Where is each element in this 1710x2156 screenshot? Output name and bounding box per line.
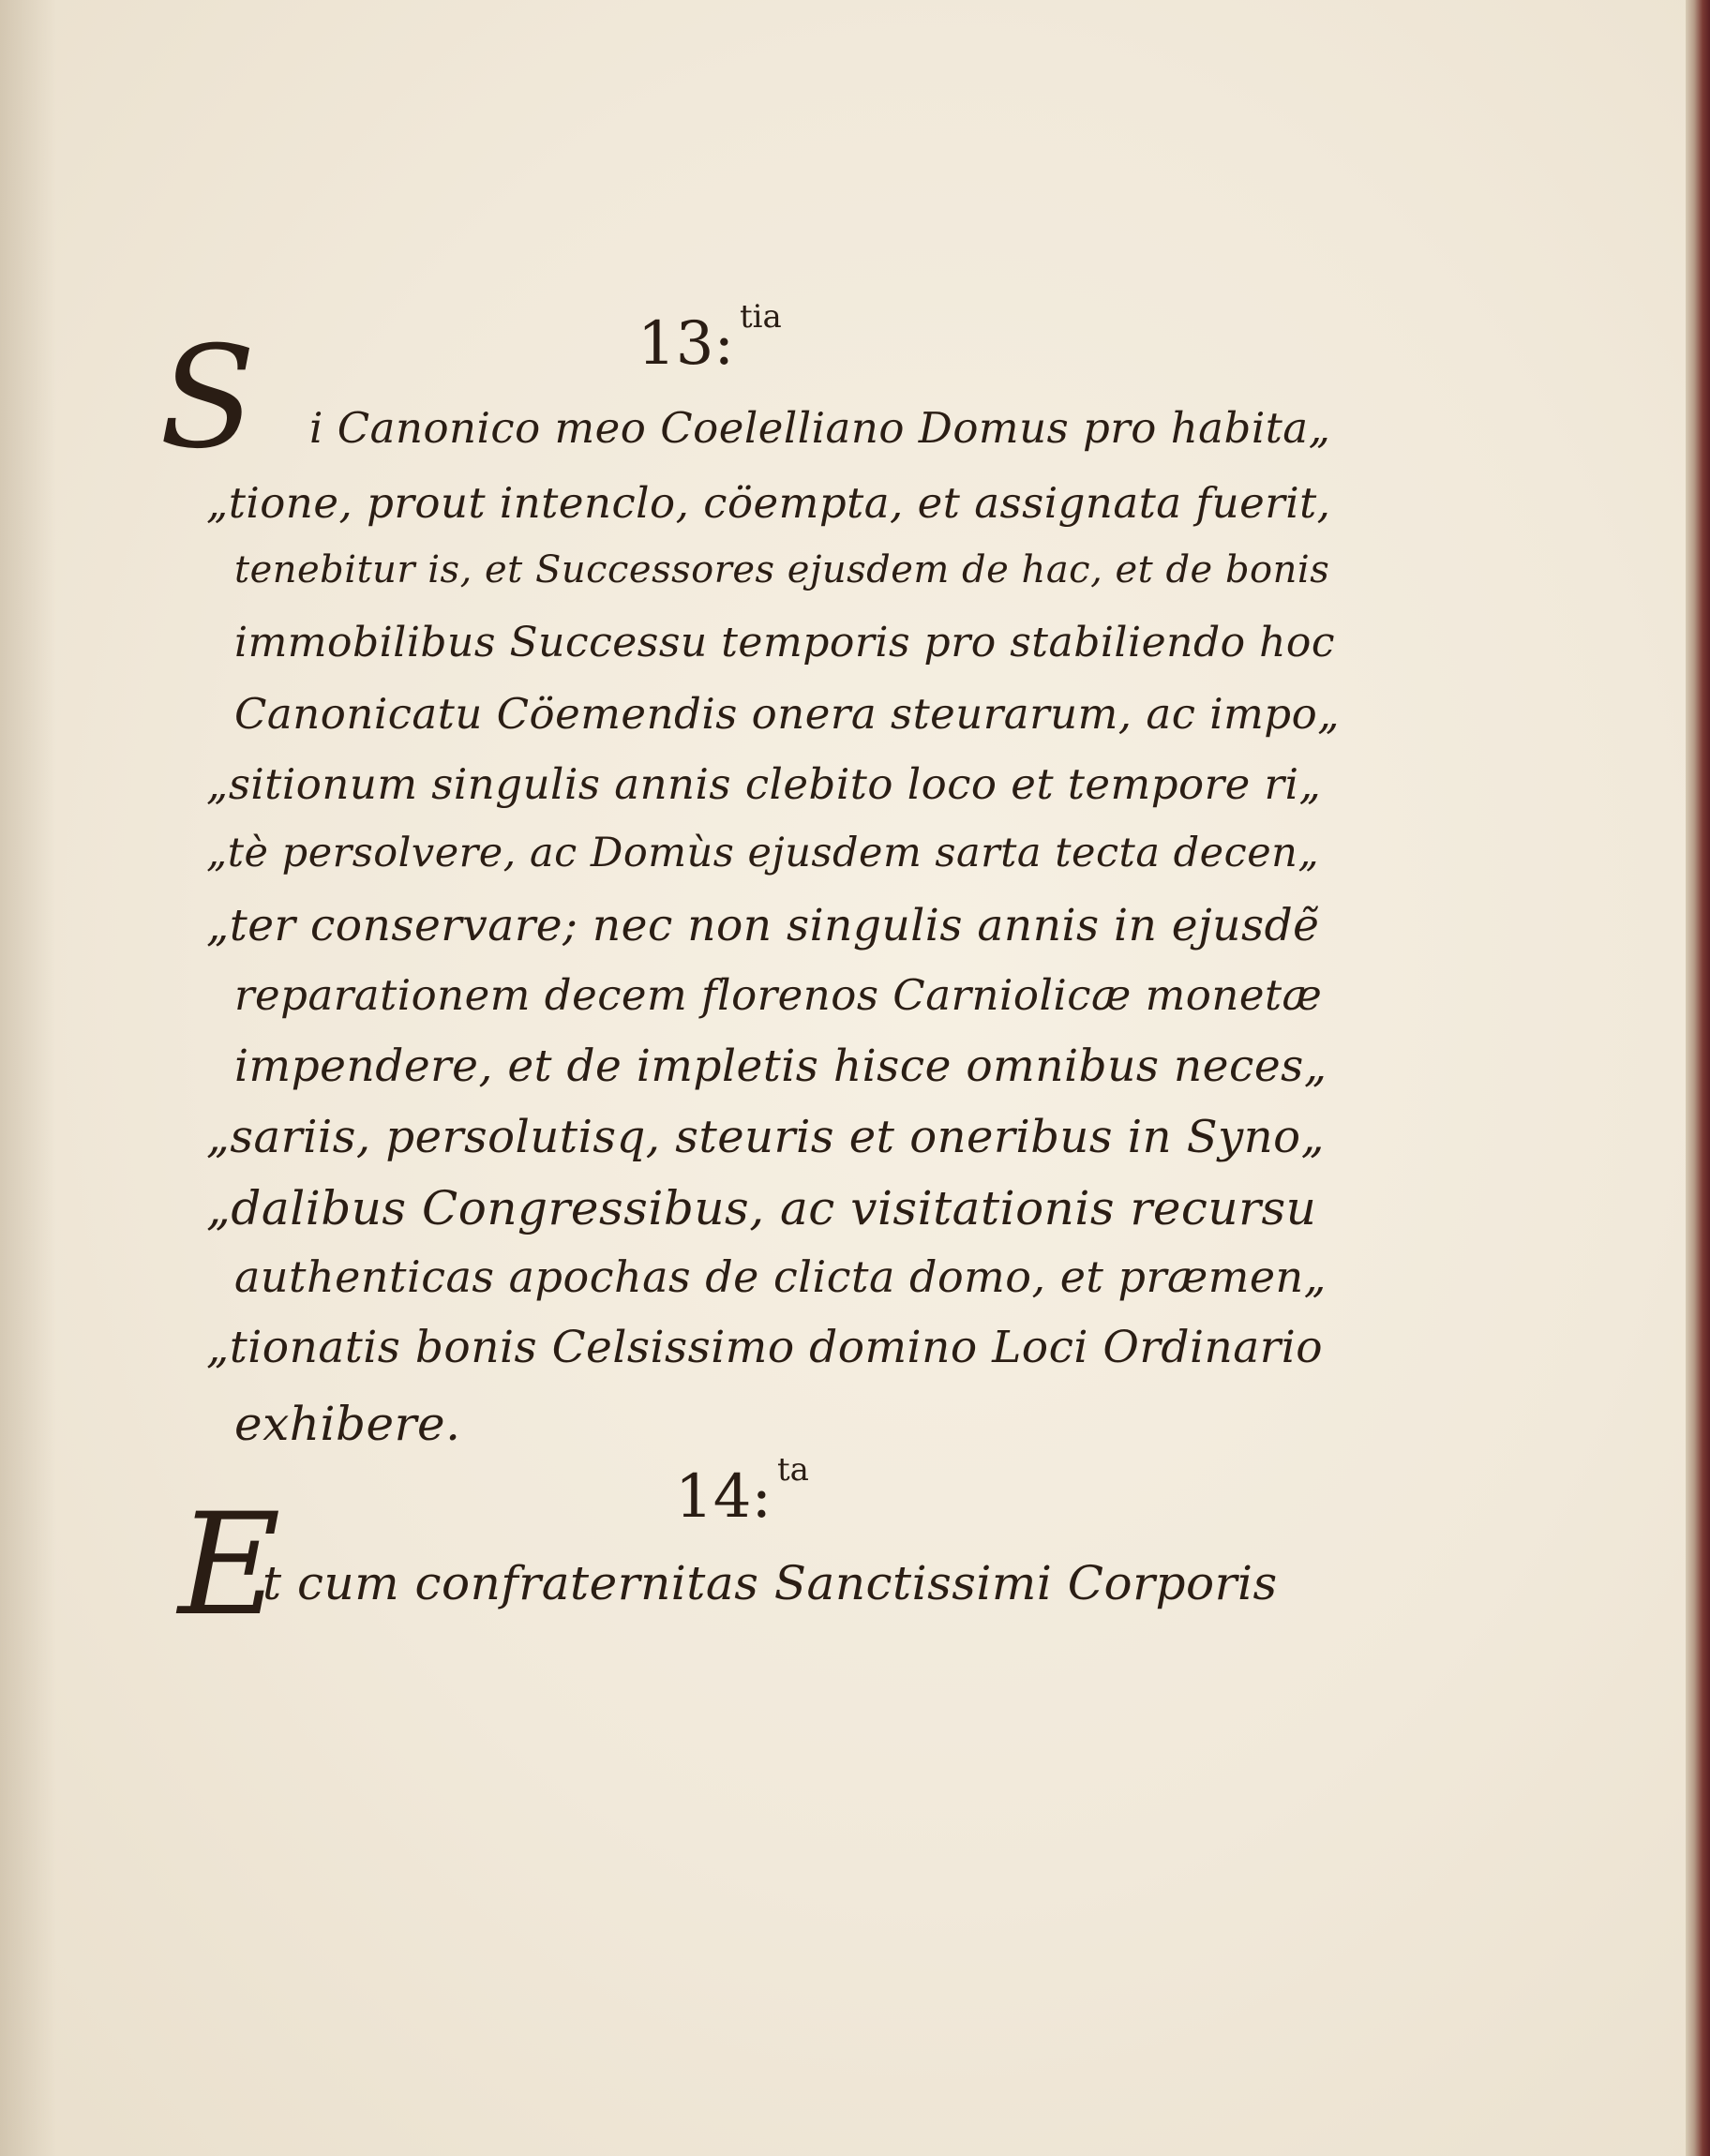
page-gutter-shadow [0,0,56,2156]
book-binding-edge [1686,0,1710,2156]
section-13-line: „sariis, persolutisq, steuris et oneribus in Syno„ [206,1111,1325,1163]
section-13-line: „tè persolvere, ac Domùs ejusdem sarta tecta decen„ [206,830,1320,876]
section-14-heading [675,1451,809,1532]
section-13-ordinal: tia [740,298,782,336]
section-13-line: immobilibus Successu temporis pro stabiliendo hoc [234,619,1336,666]
section-14-number: 14: [675,1462,772,1532]
section-13-line: reparationem decem florenos Carniolicæ monetæ [234,970,1323,1020]
section-13-line: „sitionum singulis annis clebito loco et tempore ri„ [206,759,1322,809]
section-13-line: „ter conservare; nec non singulis annis in ejusdẽ [206,900,1320,951]
section-13-initial: S [159,317,256,480]
section-13-line: Canonicatu Cöemendis onera steurarum, ac impo„ [234,689,1341,739]
section-14-line: t cum confraternitas Sanctissimi Corporis [262,1556,1278,1610]
section-13-heading [638,298,782,379]
section-13-line: tenebitur is, et Successores ejusdem de hac, et de bonis [234,548,1330,591]
section-13-line: „dalibus Congressibus, ac visitationis recursu [206,1181,1317,1235]
section-13-line: impendere, et de impletis hisce omnibus neces„ [234,1041,1328,1092]
section-14-ordinal: ta [777,1451,809,1489]
section-13-line: „tionatis bonis Celsissimo domino Loci Ordinario [206,1322,1324,1373]
section-13-line: i Canonico meo Coelelliano Domus pro habita„ [309,403,1331,453]
section-14-initial: E [178,1484,281,1647]
section-13-number: 13: [638,309,734,379]
section-13-line: „tione, prout intenclo, cöempta, et assignata fuerit, [206,478,1331,528]
section-13-line: authenticas apochas de clicta domo, et præmen„ [234,1251,1328,1302]
section-13-line: exhibere. [234,1397,461,1451]
